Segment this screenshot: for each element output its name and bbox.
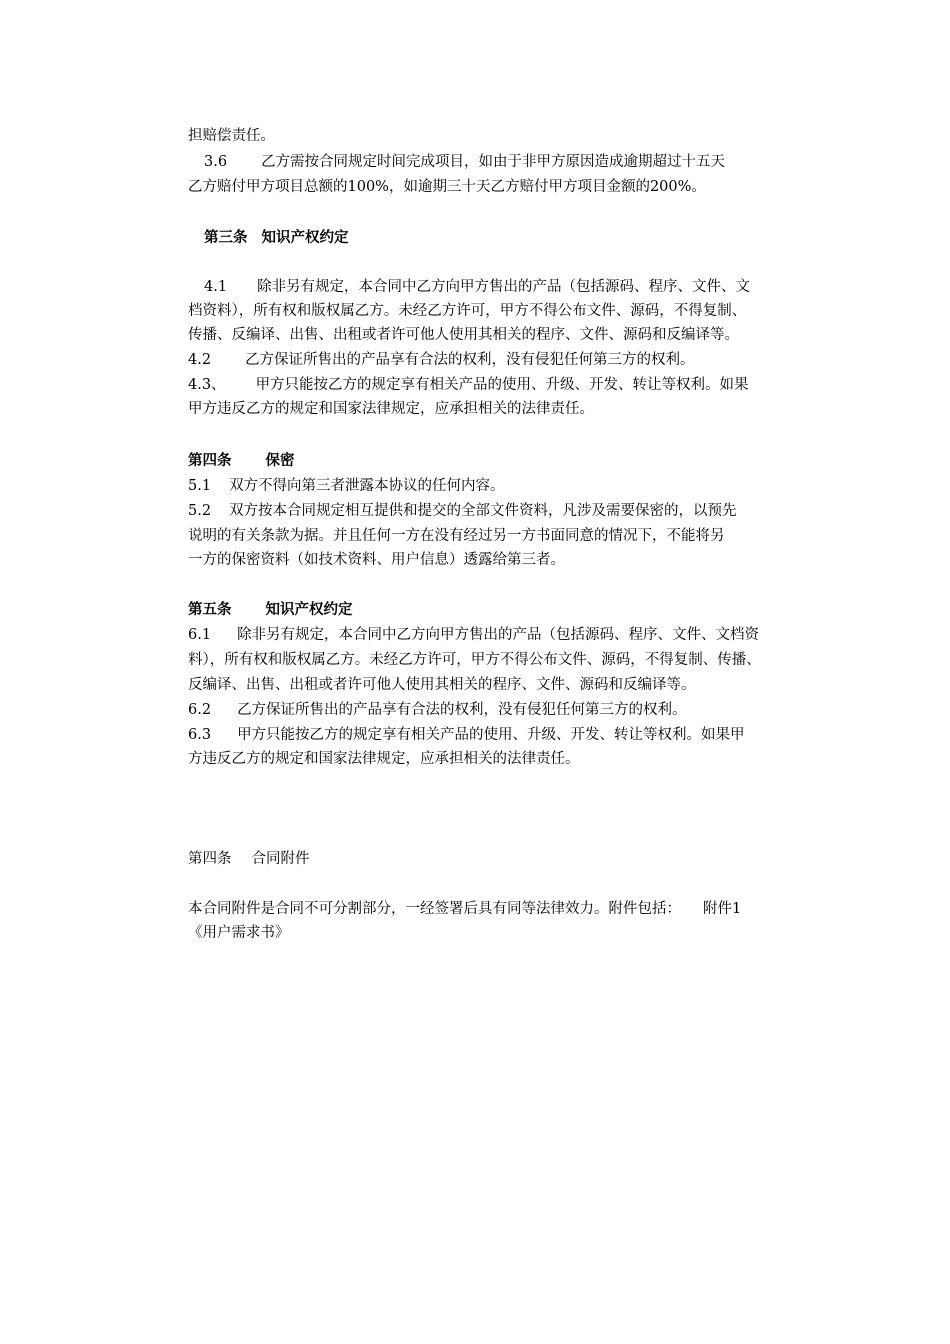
section-heading-5 — [188, 601, 353, 619]
clause-6-3 — [188, 726, 745, 744]
paragraph-line — [188, 651, 761, 669]
clause-4-2 — [188, 351, 695, 369]
section-title: 保密 — [265, 453, 295, 469]
clause-number: 4.1 — [204, 279, 228, 295]
clause-number: 6.3 — [188, 727, 212, 743]
section-heading-4 — [188, 452, 295, 470]
clause-text: 乙方保证所售出的产品享有合法的权利，没有侵犯任何第三方的权利。 — [245, 352, 695, 368]
clause-6-1 — [188, 626, 759, 644]
paragraph-line — [188, 551, 565, 569]
section-number: 第五条 — [188, 602, 232, 618]
section-title: 知识产权约定 — [261, 230, 349, 246]
text: 传播、反编译、出售、出租或者许可他人使用其相关的程序、文件、源码和反编译等。 — [188, 327, 739, 343]
clause-4-3 — [188, 376, 749, 394]
clause-3-6 — [204, 153, 725, 171]
clause-number: 6.1 — [188, 627, 212, 643]
clause-4-1 — [204, 278, 750, 296]
text: 甲方违反乙方的规定和国家法律规定，应承担相关的法律责任。 — [188, 401, 594, 417]
section-title: 知识产权约定 — [265, 602, 353, 618]
clause-number: 5.2 — [188, 503, 212, 519]
paragraph-line — [188, 326, 739, 344]
text: 方违反乙方的规定和国家法律规定，应承担相关的法律责任。 — [188, 751, 580, 767]
clause-text: 乙方需按合同规定时间完成项目，如由于非甲方原因造成逾期超过十五天 — [261, 154, 726, 170]
paragraph-line — [188, 527, 725, 545]
clause-text: 除非另有规定，本合同中乙方向甲方售出的产品（包括源码、程序、文件、文档资 — [237, 627, 760, 643]
clause-6-2 — [188, 701, 687, 719]
clause-text: 除非另有规定，本合同中乙方向甲方售出的产品（包括源码、程序、文件、文 — [257, 279, 751, 295]
paragraph-line — [188, 400, 594, 418]
attachment-name: 《用户需求书》 — [188, 925, 290, 941]
text: 一方的保密资料（如技术资料、用户信息）透露给第三者。 — [188, 552, 565, 568]
text: 本合同附件是合同不可分割部分，一经签署后具有同等法律效力。附件包括： — [188, 901, 681, 917]
section-title: 合同附件 — [251, 851, 310, 867]
paragraph-line — [188, 178, 706, 196]
paragraph-line — [188, 302, 746, 320]
paragraph-line — [188, 127, 275, 145]
section-number: 第三条 — [204, 230, 248, 246]
text: 担赔偿责任。 — [188, 128, 275, 144]
clause-text: 甲方只能按乙方的规定享有相关产品的使用、升级、开发、转让等权利。如果甲 — [237, 727, 745, 743]
text: 反编译、出售、出租或者许可他人使用其相关的程序、文件、源码和反编译等。 — [188, 677, 696, 693]
clause-text: 甲方只能按乙方的规定享有相关产品的使用、升级、开发、转让等权利。如果 — [255, 377, 749, 393]
clause-number: 5.1 — [188, 478, 212, 494]
clause-number: 3.6 — [204, 154, 228, 170]
clause-text: 双方不得向第三者泄露本协议的任何内容。 — [229, 478, 505, 494]
clause-5-2 — [188, 502, 737, 520]
text: 档资料），所有权和版权属乙方。未经乙方许可，甲方不得公布文件、源码，不得复制、 — [188, 303, 747, 319]
clause-number: 4.3、 — [188, 377, 226, 393]
text: 乙方赔付甲方项目总额的100%，如逾期三十天乙方赔付甲方项目金额的200%。 — [188, 179, 706, 195]
paragraph-line — [188, 924, 290, 942]
text: 料），所有权和版权属乙方。未经乙方许可，甲方不得公布文件、源码，不得复制、传播、 — [188, 652, 761, 668]
attachment-ref: 附件1 — [703, 901, 742, 917]
clause-5-1 — [188, 477, 505, 495]
clause-number: 6.2 — [188, 702, 212, 718]
text: 说明的有关条款为据。并且任何一方在没有经过另一方书面同意的情况下，不能将另 — [188, 528, 725, 544]
section-heading-attachments — [188, 850, 310, 868]
paragraph-line — [188, 750, 580, 768]
section-heading-3 — [204, 229, 349, 247]
section-number: 第四条 — [188, 851, 232, 867]
attachment-paragraph — [188, 900, 741, 918]
clause-text: 乙方保证所售出的产品享有合法的权利，没有侵犯任何第三方的权利。 — [237, 702, 687, 718]
clause-number: 4.2 — [188, 352, 212, 368]
paragraph-line — [188, 676, 696, 694]
clause-text: 双方按本合同规定相互提供和提交的全部文件资料，凡涉及需要保密的，以预先 — [229, 503, 737, 519]
section-number: 第四条 — [188, 453, 232, 469]
